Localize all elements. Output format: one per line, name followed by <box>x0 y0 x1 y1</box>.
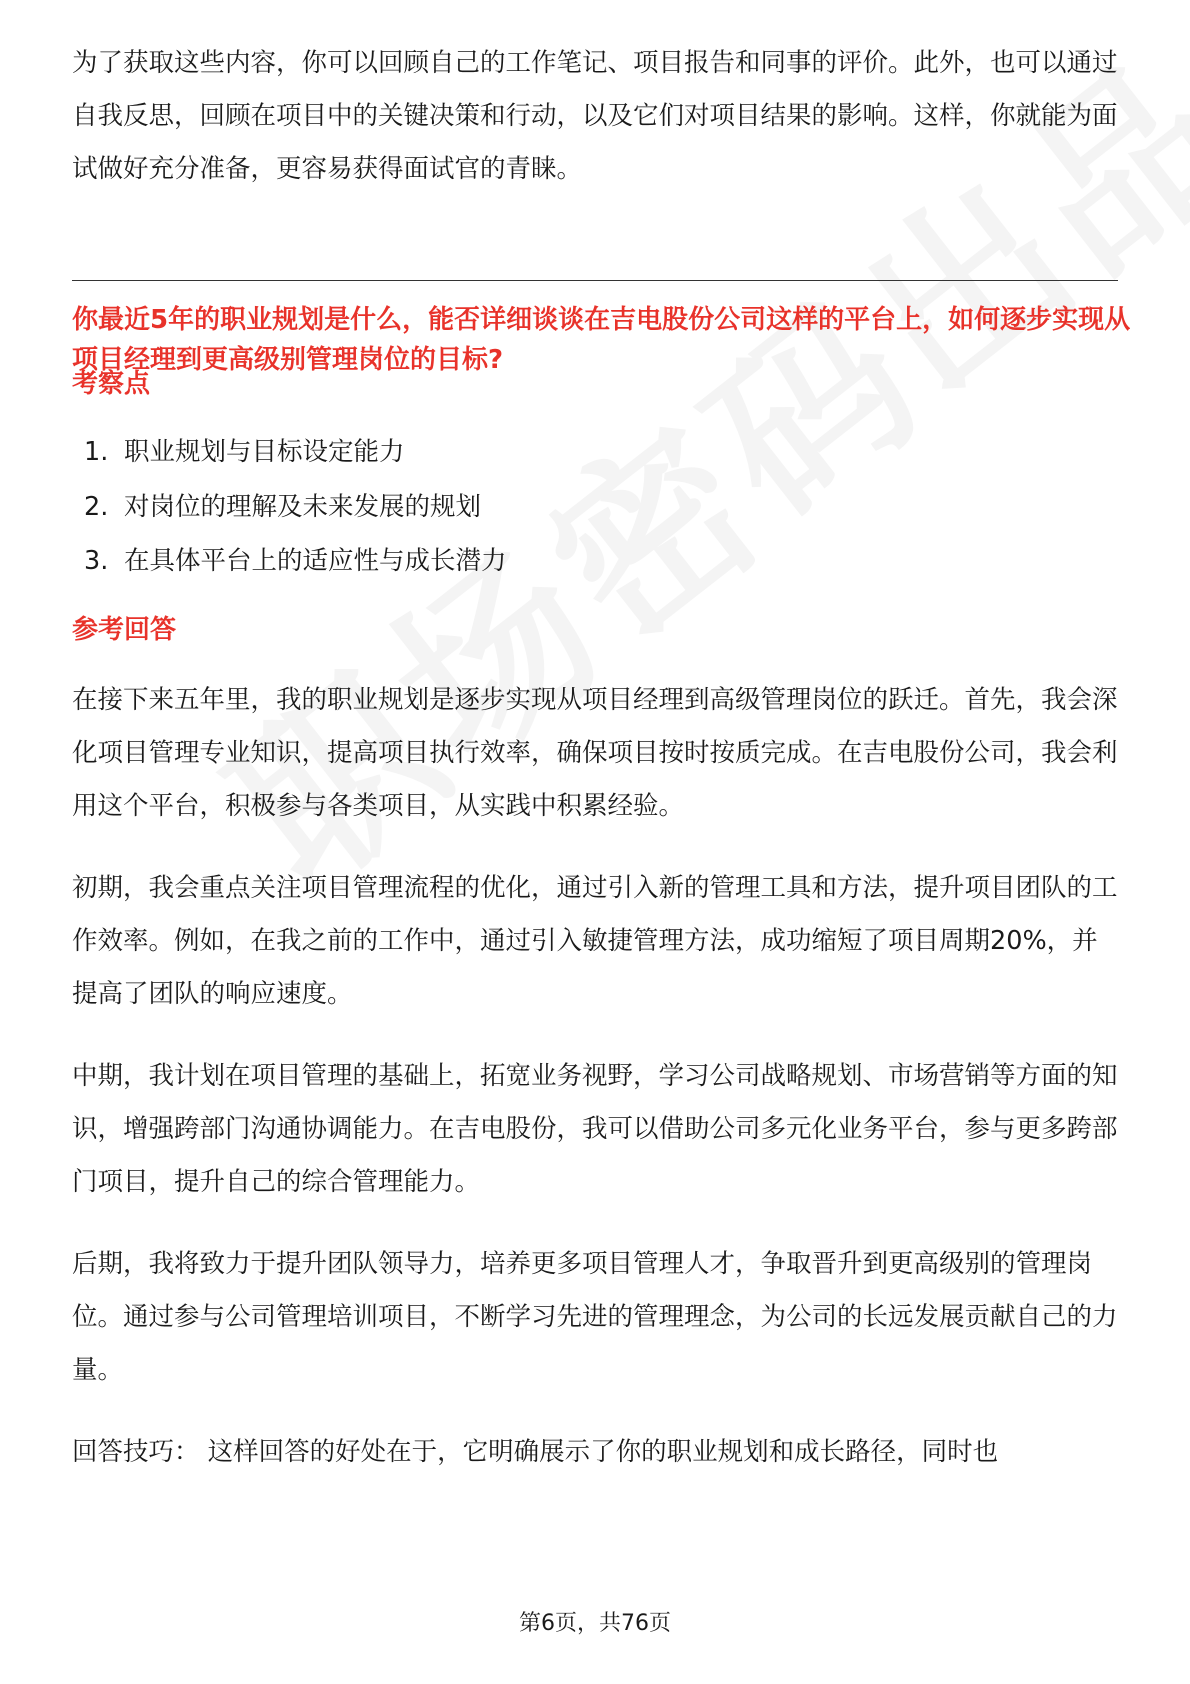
point-number: 3. <box>84 546 109 576</box>
answer-paragraph: 初期，我会重点关注项目管理流程的优化，通过引入新的管理工具和方法，提升项目团队的工作效率。例如，在我之前的工作中，通过引入敏捷管理方法，成功缩短了项目周期20%，并提高了团队的响应速度。 <box>72 873 1118 1009</box>
point-number: 1. <box>84 437 109 467</box>
intro-paragraph: 为了获取这些内容，你可以回顾自己的工作笔记、项目报告和同事的评价。此外，也可以通过自我反思，回顾在项目中的关键决策和行动，以及它们对项目结果的影响。这样，你就能为面试做好充分准备，更容易获得面试官的青睐。 <box>72 48 1118 184</box>
answer-paragraph: 后期，我将致力于提升团队领导力，培养更多项目管理人才，争取晋升到更高级别的管理岗位。通过参与公司管理培训项目，不断学习先进的管理理念，为公司的长远发展贡献自己的力量。 <box>72 1249 1118 1385</box>
assessment-label: 考察点 <box>72 369 151 399</box>
point-text: 职业规划与目标设定能力 <box>124 437 405 467</box>
answer-tips-paragraph: 回答技巧： 这样回答的好处在于，它明确展示了你的职业规划和成长路径，同时也 <box>72 1437 999 1467</box>
section-divider <box>72 280 1118 281</box>
point-text: 在具体平台上的适应性与成长潜力 <box>124 546 507 576</box>
point-number: 2. <box>84 492 109 522</box>
page-number: 第6页，共76页 <box>519 1611 671 1636</box>
interview-question: 你最近5年的职业规划是什么，能否详细谈谈在吉电股份公司这样的平台上，如何逐步实现从项目经理到更高级别管理岗位的目标? <box>72 305 1131 375</box>
reference-answer-label: 参考回答 <box>72 615 177 645</box>
assessment-point <box>84 432 405 472</box>
answer-paragraph: 在接下来五年里，我的职业规划是逐步实现从项目经理到高级管理岗位的跃迁。首先，我会深化项目管理专业知识，提高项目执行效率，确保项目按时按质完成。在吉电股份公司，我会利用这个平台，积极参与各类项目，从实践中积累经验。 <box>72 685 1118 821</box>
point-text: 对岗位的理解及未来发展的规划 <box>124 492 482 522</box>
assessment-point <box>84 541 507 581</box>
assessment-point <box>84 487 481 527</box>
answer-paragraph: 中期，我计划在项目管理的基础上，拓宽业务视野，学习公司战略规划、市场营销等方面的知识，增强跨部门沟通协调能力。在吉电股份，我可以借助公司多元化业务平台，参与更多跨部门项目，提升自己的综合管理能力。 <box>72 1061 1118 1197</box>
